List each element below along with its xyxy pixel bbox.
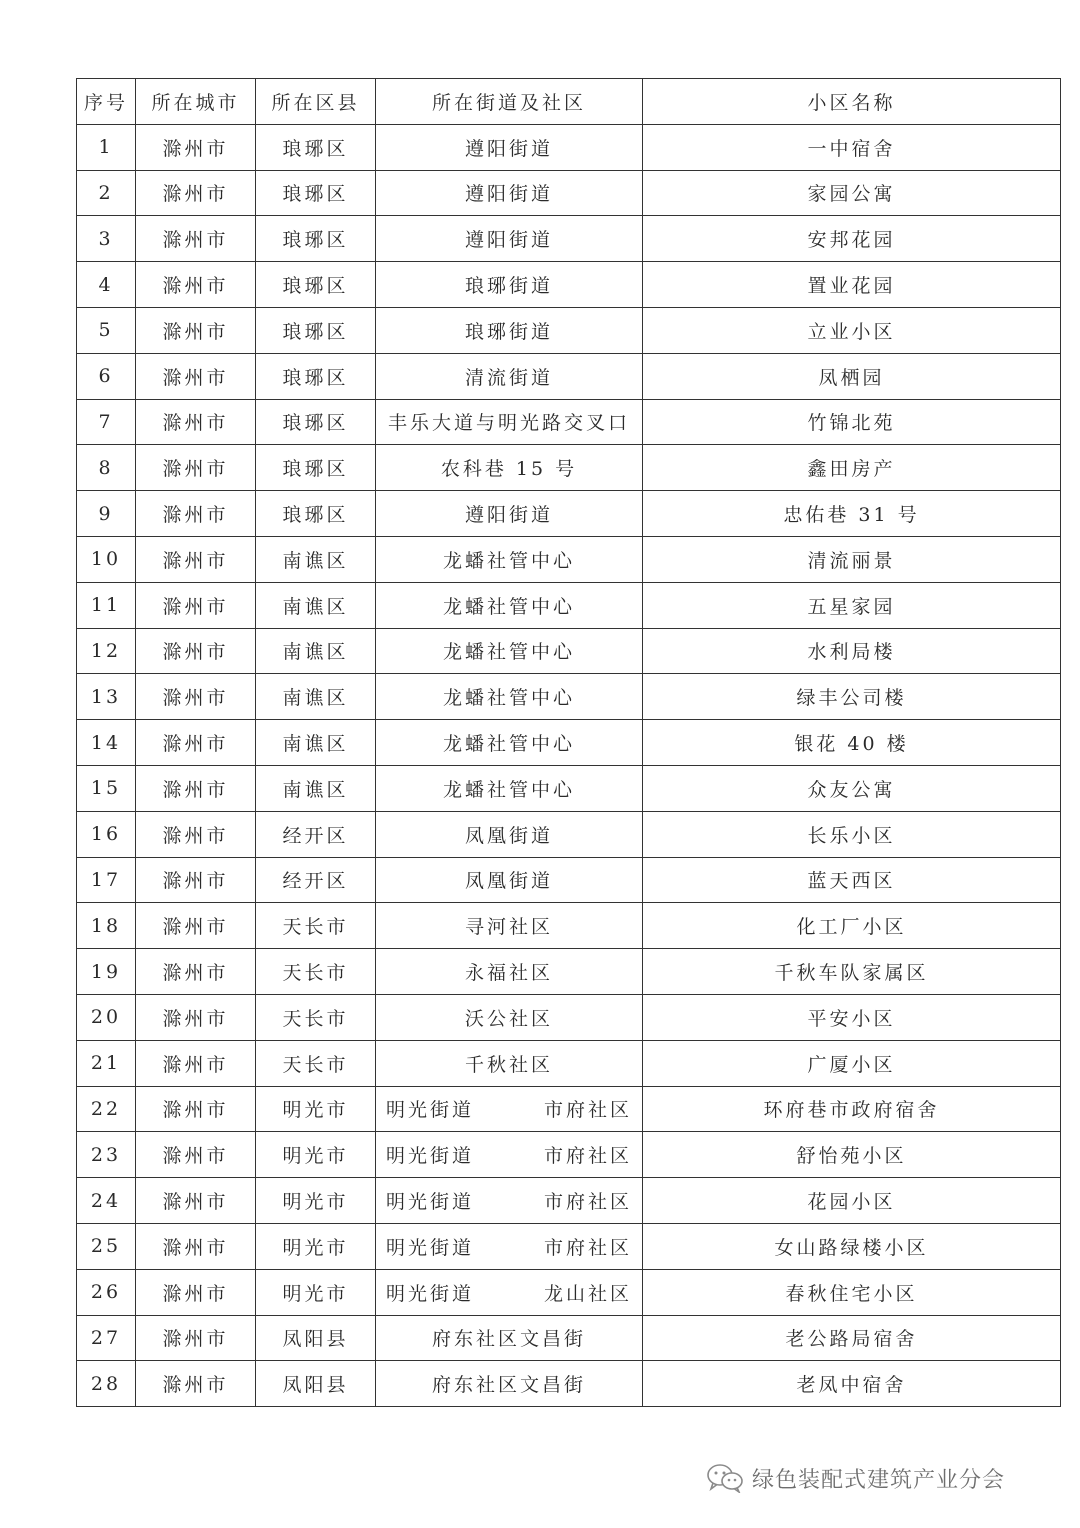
- table-row: [77, 949, 1061, 995]
- cell-index: 12: [77, 628, 136, 674]
- street-name: 明光街道: [386, 1236, 475, 1259]
- cell-estate: 长乐小区: [643, 811, 1061, 857]
- cell-street: 遵阳街道: [376, 170, 643, 216]
- cell-city: 滁州市: [136, 216, 256, 262]
- cell-index: 8: [77, 445, 136, 491]
- cell-district: 琅琊区: [256, 216, 376, 262]
- cell-district: 琅琊区: [256, 124, 376, 170]
- table-row: [77, 445, 1061, 491]
- cell-estate: 女山路绿楼小区: [643, 1223, 1061, 1269]
- table-row: [77, 1223, 1061, 1269]
- cell-district: 南谯区: [256, 720, 376, 766]
- cell-index: 22: [77, 1086, 136, 1132]
- cell-district: 琅琊区: [256, 170, 376, 216]
- cell-estate: 广厦小区: [643, 1040, 1061, 1086]
- community-name: 市府社区: [543, 1145, 632, 1168]
- table-row: [77, 720, 1061, 766]
- wechat-icon: [706, 1463, 744, 1493]
- table-row: [77, 216, 1061, 262]
- cell-estate: 花园小区: [643, 1178, 1061, 1224]
- cell-street: 琅琊街道: [376, 262, 643, 308]
- header-estate: 小区名称: [643, 79, 1061, 125]
- cell-street: 丰乐大道与明光路交叉口: [376, 399, 643, 445]
- cell-street: 龙蟠社管中心: [376, 536, 643, 582]
- cell-district: 南谯区: [256, 536, 376, 582]
- cell-index: 19: [77, 949, 136, 995]
- cell-estate: 置业花园: [643, 262, 1061, 308]
- table-row: [77, 674, 1061, 720]
- cell-estate: 环府巷市政府宿舍: [643, 1086, 1061, 1132]
- cell-estate: 竹锦北苑: [643, 399, 1061, 445]
- cell-index: 3: [77, 216, 136, 262]
- cell-estate: 绿丰公司楼: [643, 674, 1061, 720]
- cell-city: 滁州市: [136, 445, 256, 491]
- cell-district: 琅琊区: [256, 262, 376, 308]
- cell-city: 滁州市: [136, 353, 256, 399]
- cell-estate: 老凤中宿舍: [643, 1361, 1061, 1407]
- street-community-pair: [376, 1095, 642, 1122]
- cell-street: [376, 1269, 643, 1315]
- cell-estate: 家园公寓: [643, 170, 1061, 216]
- cell-estate: 春秋住宅小区: [643, 1269, 1061, 1315]
- cell-index: 14: [77, 720, 136, 766]
- cell-district: 经开区: [256, 857, 376, 903]
- street-name: 明光街道: [386, 1099, 475, 1122]
- table-row: [77, 811, 1061, 857]
- cell-city: 滁州市: [136, 765, 256, 811]
- cell-street: 龙蟠社管中心: [376, 765, 643, 811]
- table-row: [77, 124, 1061, 170]
- cell-index: 5: [77, 307, 136, 353]
- cell-city: 滁州市: [136, 1315, 256, 1361]
- cell-district: 凤阳县: [256, 1361, 376, 1407]
- cell-index: 9: [77, 491, 136, 537]
- table-row: [77, 765, 1061, 811]
- cell-street: 遵阳街道: [376, 216, 643, 262]
- cell-index: 20: [77, 994, 136, 1040]
- header-index: 序号: [77, 79, 136, 125]
- cell-estate: 鑫田房产: [643, 445, 1061, 491]
- cell-city: 滁州市: [136, 307, 256, 353]
- table-row: [77, 307, 1061, 353]
- cell-city: 滁州市: [136, 720, 256, 766]
- cell-index: 26: [77, 1269, 136, 1315]
- estate-list-table: [76, 78, 1061, 1407]
- cell-estate: 平安小区: [643, 994, 1061, 1040]
- cell-city: 滁州市: [136, 399, 256, 445]
- cell-city: 滁州市: [136, 857, 256, 903]
- street-name: 明光街道: [386, 1145, 475, 1168]
- cell-estate: 清流丽景: [643, 536, 1061, 582]
- cell-index: 4: [77, 262, 136, 308]
- community-name: 龙山社区: [543, 1282, 632, 1305]
- cell-district: 明光市: [256, 1223, 376, 1269]
- street-community-pair: [376, 1141, 642, 1168]
- cell-street: 寻河社区: [376, 903, 643, 949]
- cell-street: 凤凰街道: [376, 857, 643, 903]
- cell-index: 15: [77, 765, 136, 811]
- cell-estate: 水利局楼: [643, 628, 1061, 674]
- cell-city: 滁州市: [136, 1132, 256, 1178]
- cell-index: 2: [77, 170, 136, 216]
- cell-district: 南谯区: [256, 582, 376, 628]
- cell-district: 经开区: [256, 811, 376, 857]
- table-row: [77, 1086, 1061, 1132]
- cell-index: 10: [77, 536, 136, 582]
- cell-street: 龙蟠社管中心: [376, 582, 643, 628]
- table-row: [77, 1132, 1061, 1178]
- cell-estate: 众友公寓: [643, 765, 1061, 811]
- cell-estate: 一中宿舍: [643, 124, 1061, 170]
- cell-district: 天长市: [256, 949, 376, 995]
- cell-street: 府东社区文昌街: [376, 1315, 643, 1361]
- cell-district: 南谯区: [256, 674, 376, 720]
- cell-index: 18: [77, 903, 136, 949]
- cell-street: [376, 1223, 643, 1269]
- cell-street: 千秋社区: [376, 1040, 643, 1086]
- cell-city: 滁州市: [136, 1223, 256, 1269]
- table-row: [77, 1178, 1061, 1224]
- table-row: [77, 1040, 1061, 1086]
- street-name: 明光街道: [386, 1191, 475, 1214]
- cell-city: 滁州市: [136, 674, 256, 720]
- cell-estate: 立业小区: [643, 307, 1061, 353]
- cell-city: 滁州市: [136, 491, 256, 537]
- cell-estate: 忠佑巷 31 号: [643, 491, 1061, 537]
- cell-city: 滁州市: [136, 1178, 256, 1224]
- cell-index: 11: [77, 582, 136, 628]
- table-row: [77, 628, 1061, 674]
- cell-street: 龙蟠社管中心: [376, 674, 643, 720]
- cell-district: 明光市: [256, 1178, 376, 1224]
- table-row: [77, 353, 1061, 399]
- cell-district: 天长市: [256, 1040, 376, 1086]
- cell-index: 13: [77, 674, 136, 720]
- street-community-pair: [376, 1233, 642, 1260]
- cell-city: 滁州市: [136, 170, 256, 216]
- cell-city: 滁州市: [136, 628, 256, 674]
- header-city: 所在城市: [136, 79, 256, 125]
- cell-street: 清流街道: [376, 353, 643, 399]
- table-row: [77, 1361, 1061, 1407]
- cell-district: 明光市: [256, 1269, 376, 1315]
- cell-estate: 舒怡苑小区: [643, 1132, 1061, 1178]
- cell-street: [376, 1086, 643, 1132]
- cell-index: 24: [77, 1178, 136, 1224]
- cell-city: 滁州市: [136, 536, 256, 582]
- cell-estate: 安邦花园: [643, 216, 1061, 262]
- cell-district: 琅琊区: [256, 307, 376, 353]
- table-row: [77, 1269, 1061, 1315]
- table-row: [77, 994, 1061, 1040]
- cell-city: 滁州市: [136, 582, 256, 628]
- cell-index: 28: [77, 1361, 136, 1407]
- community-name: 市府社区: [543, 1191, 632, 1214]
- cell-estate: 凤栖园: [643, 353, 1061, 399]
- table-row: [77, 857, 1061, 903]
- watermark-text: 绿色装配式建筑产业分会: [752, 1467, 1006, 1493]
- community-name: 市府社区: [543, 1236, 632, 1259]
- cell-city: 滁州市: [136, 1086, 256, 1132]
- cell-street: 龙蟠社管中心: [376, 628, 643, 674]
- cell-street: 沃公社区: [376, 994, 643, 1040]
- cell-estate: 蓝天西区: [643, 857, 1061, 903]
- cell-estate: 五星家园: [643, 582, 1061, 628]
- cell-district: 凤阳县: [256, 1315, 376, 1361]
- cell-estate: 千秋车队家属区: [643, 949, 1061, 995]
- cell-city: 滁州市: [136, 811, 256, 857]
- cell-district: 明光市: [256, 1132, 376, 1178]
- cell-street: [376, 1178, 643, 1224]
- cell-city: 滁州市: [136, 1040, 256, 1086]
- cell-city: 滁州市: [136, 124, 256, 170]
- cell-estate: 银花 40 楼: [643, 720, 1061, 766]
- street-community-pair: [376, 1279, 642, 1306]
- cell-street: 凤凰街道: [376, 811, 643, 857]
- cell-street: 龙蟠社管中心: [376, 720, 643, 766]
- cell-district: 南谯区: [256, 628, 376, 674]
- header-district: 所在区县: [256, 79, 376, 125]
- cell-city: 滁州市: [136, 994, 256, 1040]
- cell-street: 府东社区文昌街: [376, 1361, 643, 1407]
- cell-district: 琅琊区: [256, 353, 376, 399]
- cell-street: 遵阳街道: [376, 124, 643, 170]
- header-street: 所在街道及社区: [376, 79, 643, 125]
- cell-city: 滁州市: [136, 1361, 256, 1407]
- community-name: 市府社区: [543, 1099, 632, 1122]
- cell-district: 南谯区: [256, 765, 376, 811]
- table-row: [77, 903, 1061, 949]
- cell-city: 滁州市: [136, 903, 256, 949]
- table-row: [77, 491, 1061, 537]
- cell-city: 滁州市: [136, 262, 256, 308]
- cell-street: [376, 1132, 643, 1178]
- cell-district: 琅琊区: [256, 445, 376, 491]
- cell-estate: 老公路局宿舍: [643, 1315, 1061, 1361]
- table-row: [77, 262, 1061, 308]
- cell-district: 天长市: [256, 903, 376, 949]
- table-row: [77, 399, 1061, 445]
- cell-estate: 化工厂小区: [643, 903, 1061, 949]
- cell-index: 1: [77, 124, 136, 170]
- cell-index: 21: [77, 1040, 136, 1086]
- cell-street: 琅琊街道: [376, 307, 643, 353]
- cell-index: 25: [77, 1223, 136, 1269]
- cell-street: 农科巷 15 号: [376, 445, 643, 491]
- table-row: [77, 536, 1061, 582]
- cell-district: 琅琊区: [256, 491, 376, 537]
- cell-street: 遵阳街道: [376, 491, 643, 537]
- cell-district: 明光市: [256, 1086, 376, 1132]
- cell-street: 永福社区: [376, 949, 643, 995]
- cell-district: 天长市: [256, 994, 376, 1040]
- cell-district: 琅琊区: [256, 399, 376, 445]
- table-row: [77, 582, 1061, 628]
- cell-index: 27: [77, 1315, 136, 1361]
- cell-index: 16: [77, 811, 136, 857]
- cell-index: 17: [77, 857, 136, 903]
- table-row: [77, 1315, 1061, 1361]
- cell-index: 7: [77, 399, 136, 445]
- cell-index: 23: [77, 1132, 136, 1178]
- street-community-pair: [376, 1187, 642, 1214]
- cell-city: 滁州市: [136, 1269, 256, 1315]
- watermark: [706, 1458, 1005, 1498]
- cell-city: 滁州市: [136, 949, 256, 995]
- table-row: [77, 170, 1061, 216]
- table-header-row: [77, 79, 1061, 125]
- cell-index: 6: [77, 353, 136, 399]
- street-name: 明光街道: [386, 1282, 475, 1305]
